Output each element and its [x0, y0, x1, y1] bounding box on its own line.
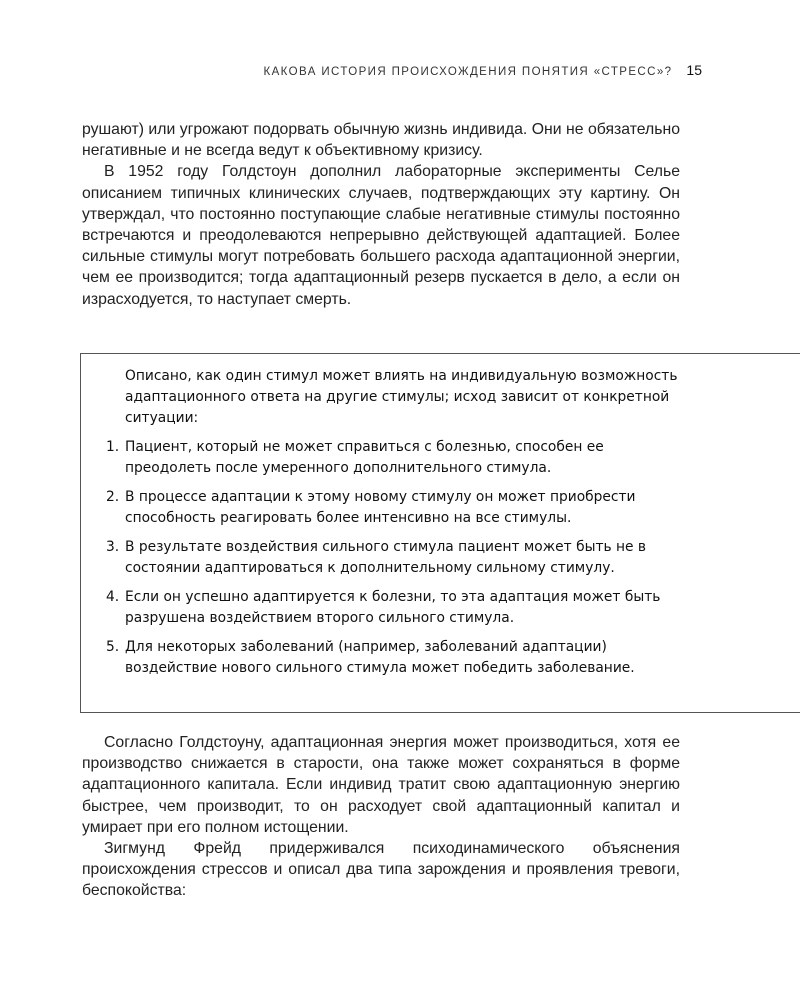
list-item-text: Для некоторых заболеваний (например, заболеваний адаптации) воздействие нового сильного стимула может победить заболевание. [125, 639, 635, 676]
list-item [106, 637, 681, 679]
paragraph-adaptation-capital: Согласно Голдстоуну, адаптационная энергия может производиться, хотя ее производство снижается в старости, она также может сохраняться в форме адаптационного капитала. Если индивид тратит свою адаптационную энергию быстрее, чем производит, то он расходует свой адаптационный капитал и умирает при его полном истощении. [82, 734, 680, 836]
callout-list [106, 437, 681, 679]
running-header [264, 62, 702, 78]
paragraph-goldstone-1952: В 1952 году Голдстоун дополнил лабораторные эксперименты Селье описанием типичных клинических случаев, подтверждающих эту картину. Он утверждал, что постоянно поступающие слабые негативные стимулы постоянно встречаются и преодолеваются непрерывно действующей адаптацией. Более сильные стимулы могут потребовать большего расхода адаптационной энергии, чем ее производится; тогда адаптационный резерв пускается в дело, а если он израсходуется, то наступает смерть. [82, 163, 680, 308]
list-item [106, 437, 681, 479]
callout-content [106, 366, 681, 687]
list-item-number: 3. [106, 539, 120, 555]
page-number: 15 [686, 62, 702, 78]
list-item [106, 537, 681, 579]
callout-box [80, 353, 800, 713]
list-item-number: 4. [106, 589, 120, 605]
bottom-text-block [82, 732, 680, 902]
list-item-text: В результате воздействия сильного стимула пациент может быть не в состоянии адаптироваться к дополнительному сильному стимулу. [125, 539, 647, 576]
top-text-block [82, 119, 680, 310]
list-item [106, 487, 681, 529]
paragraph-continuation: рушают) или угрожают подорвать обычную жизнь индивида. Они не обязательно негативные и не всегда ведут к объективному кризису. [82, 121, 680, 160]
list-item-text: Если он успешно адаптируется к болезни, то эта адаптация может быть разрушена воздействием второго сильного стимула. [125, 589, 661, 626]
running-title: КАКОВА ИСТОРИЯ ПРОИСХОЖДЕНИЯ ПОНЯТИЯ «СТРЕСС»? [263, 66, 673, 78]
list-item-text: В процессе адаптации к этому новому стимулу он может приобрести способность реагировать более интенсивно на все стимулы. [125, 489, 636, 526]
list-item-number: 2. [106, 489, 120, 505]
paragraph-freud: Зигмунд Фрейд придерживался психодинамического объяснения происхождения стрессов и описал два типа зарождения и проявления тревоги, беспокойства: [82, 840, 680, 900]
list-item-number: 1. [106, 439, 120, 455]
list-item [106, 587, 681, 629]
list-item-number: 5. [106, 639, 120, 655]
callout-intro: Описано, как один стимул может влиять на индивидуальную возможность адаптационного ответа на другие стимулы; исход зависит от конкретной ситуации: [125, 368, 678, 426]
list-item-text: Пациент, который не может справиться с болезнью, способен ее преодолеть после умеренного дополнительного стимула. [125, 439, 604, 476]
